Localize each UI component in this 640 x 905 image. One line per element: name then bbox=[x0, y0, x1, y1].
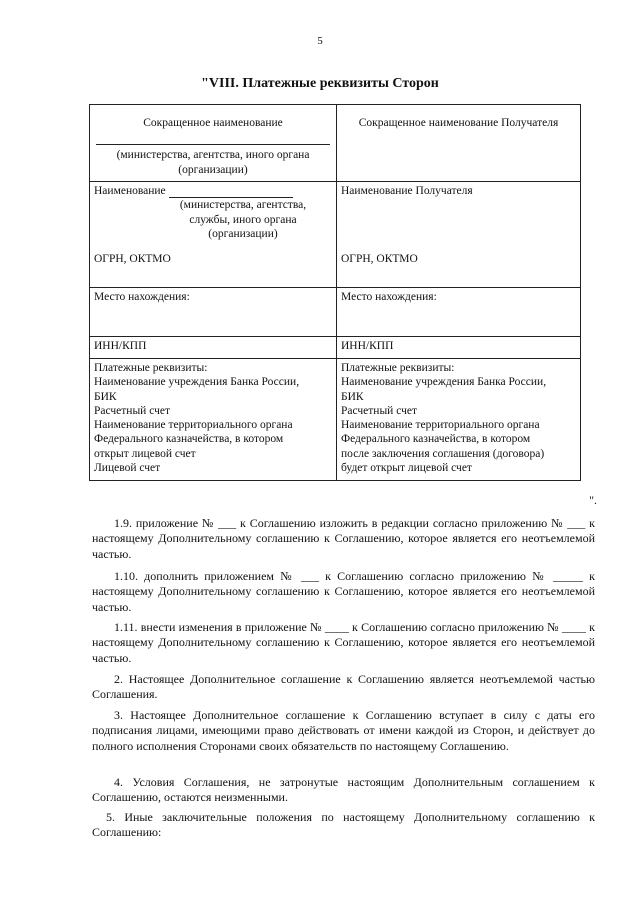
bank-details-line: Федерального казначейства, в котором bbox=[94, 433, 284, 446]
ogrn-oktmo-label: ОГРН, ОКТМО bbox=[341, 253, 418, 266]
bank-details-line: Наименование учреждения Банка России, bbox=[341, 376, 547, 389]
recipient-name-label: Наименование Получателя bbox=[341, 185, 473, 197]
paragraph: 1.11. внести изменения в приложение № ____ к Соглашению согласно приложению № ____ к настоящему Дополнительному соглашению к Соглашению, которое является его неотъемлемой частью. bbox=[92, 620, 595, 665]
paragraph: 4. Условия Соглашения, не затронутые настоящим Дополнительным соглашением к Соглашению, остаются неизменными. bbox=[92, 775, 595, 805]
bank-details-line: Наименование территориального органа bbox=[341, 419, 540, 432]
paragraph: 3. Настоящее Дополнительное соглашение к Соглашению вступает в силу с даты его подписания лицами, имеющими право действовать от имени каждой из Сторон, и действует до полного исполнения Сторонами своих обязательств по настоящему Соглашению. bbox=[92, 708, 595, 753]
closing-quote: ". bbox=[589, 493, 597, 507]
bank-details-line: Федерального казначейства, в котором bbox=[341, 433, 531, 446]
table-cell-right bbox=[337, 182, 581, 288]
signature-line bbox=[96, 132, 330, 145]
table-row bbox=[90, 182, 581, 288]
recipient-short-name-heading: Сокращенное наименование Получателя bbox=[358, 117, 559, 129]
bank-details-line: БИК bbox=[94, 390, 117, 403]
bank-details-line: Расчетный счет bbox=[341, 404, 417, 417]
bank-details-line: открыт лицевой счет bbox=[94, 447, 196, 460]
table-cell-left bbox=[90, 105, 337, 182]
inn-kpp-label: ИНН/КПП bbox=[337, 337, 581, 359]
paragraph: 5. Иные заключительные положения по настоящему Дополнительному соглашению к Соглашению: bbox=[92, 810, 595, 840]
bank-details-line: после заключения соглашения (договора) bbox=[341, 447, 545, 460]
page-number: 5 bbox=[317, 35, 323, 47]
table-cell-right bbox=[337, 105, 581, 182]
short-name-heading: Сокращенное наименование bbox=[143, 117, 283, 129]
paragraph: 1.10. дополнить приложением № ___ к Соглашению согласно приложению № _____ к настоящему Дополнительному соглашению к Соглашению, которое является его неотъемлемой частью. bbox=[92, 569, 595, 614]
bank-details-line: Лицевой счет bbox=[94, 462, 161, 475]
paragraph: 1.9. приложение № ___ к Соглашению изложить в редакции согласно приложению № ___ к настоящему Дополнительному соглашению к Соглашению, которое является его неотъемлемой частью. bbox=[92, 516, 595, 561]
paragraph: 2. Настоящее Дополнительное соглашение к Соглашению является неотъемлемой частью Соглашения. bbox=[92, 672, 595, 702]
name-note-line: (организации) bbox=[208, 227, 278, 240]
name-note-line: (министерства, агентства, bbox=[179, 199, 307, 212]
bank-details-line: Платежные реквизиты: bbox=[94, 362, 208, 374]
location-label: Место нахождения: bbox=[90, 288, 337, 337]
table-row bbox=[90, 359, 581, 481]
name-note-line: службы, иного органа bbox=[189, 213, 297, 226]
bank-details-line: Расчетный счет bbox=[94, 404, 170, 417]
bank-details-line: будет открыт лицевой счет bbox=[341, 462, 472, 475]
payment-details-table bbox=[89, 104, 581, 481]
table-cell-left bbox=[90, 359, 337, 481]
table-cell-left bbox=[90, 182, 337, 288]
location-label: Место нахождения: bbox=[337, 288, 581, 337]
inn-kpp-label: ИНН/КПП bbox=[90, 337, 337, 359]
section-title: "VIII. Платежные реквизиты Сторон bbox=[201, 76, 439, 91]
bank-details-line: Наименование территориального органа bbox=[94, 419, 293, 432]
ogrn-oktmo-label: ОГРН, ОКТМО bbox=[94, 253, 171, 266]
table-row bbox=[90, 105, 581, 182]
table-cell-right bbox=[337, 359, 581, 481]
bank-details-line: Наименование учреждения Банка России, bbox=[94, 376, 300, 389]
table-row bbox=[90, 288, 581, 337]
name-label: Наименование bbox=[94, 185, 166, 197]
bank-details-line: Платежные реквизиты: bbox=[341, 362, 455, 374]
table-row bbox=[90, 337, 581, 359]
short-name-note: (министерства, агентства, иного органа (организации) bbox=[116, 149, 310, 176]
bank-details-line: БИК bbox=[341, 390, 364, 403]
name-fill-line bbox=[169, 186, 293, 198]
